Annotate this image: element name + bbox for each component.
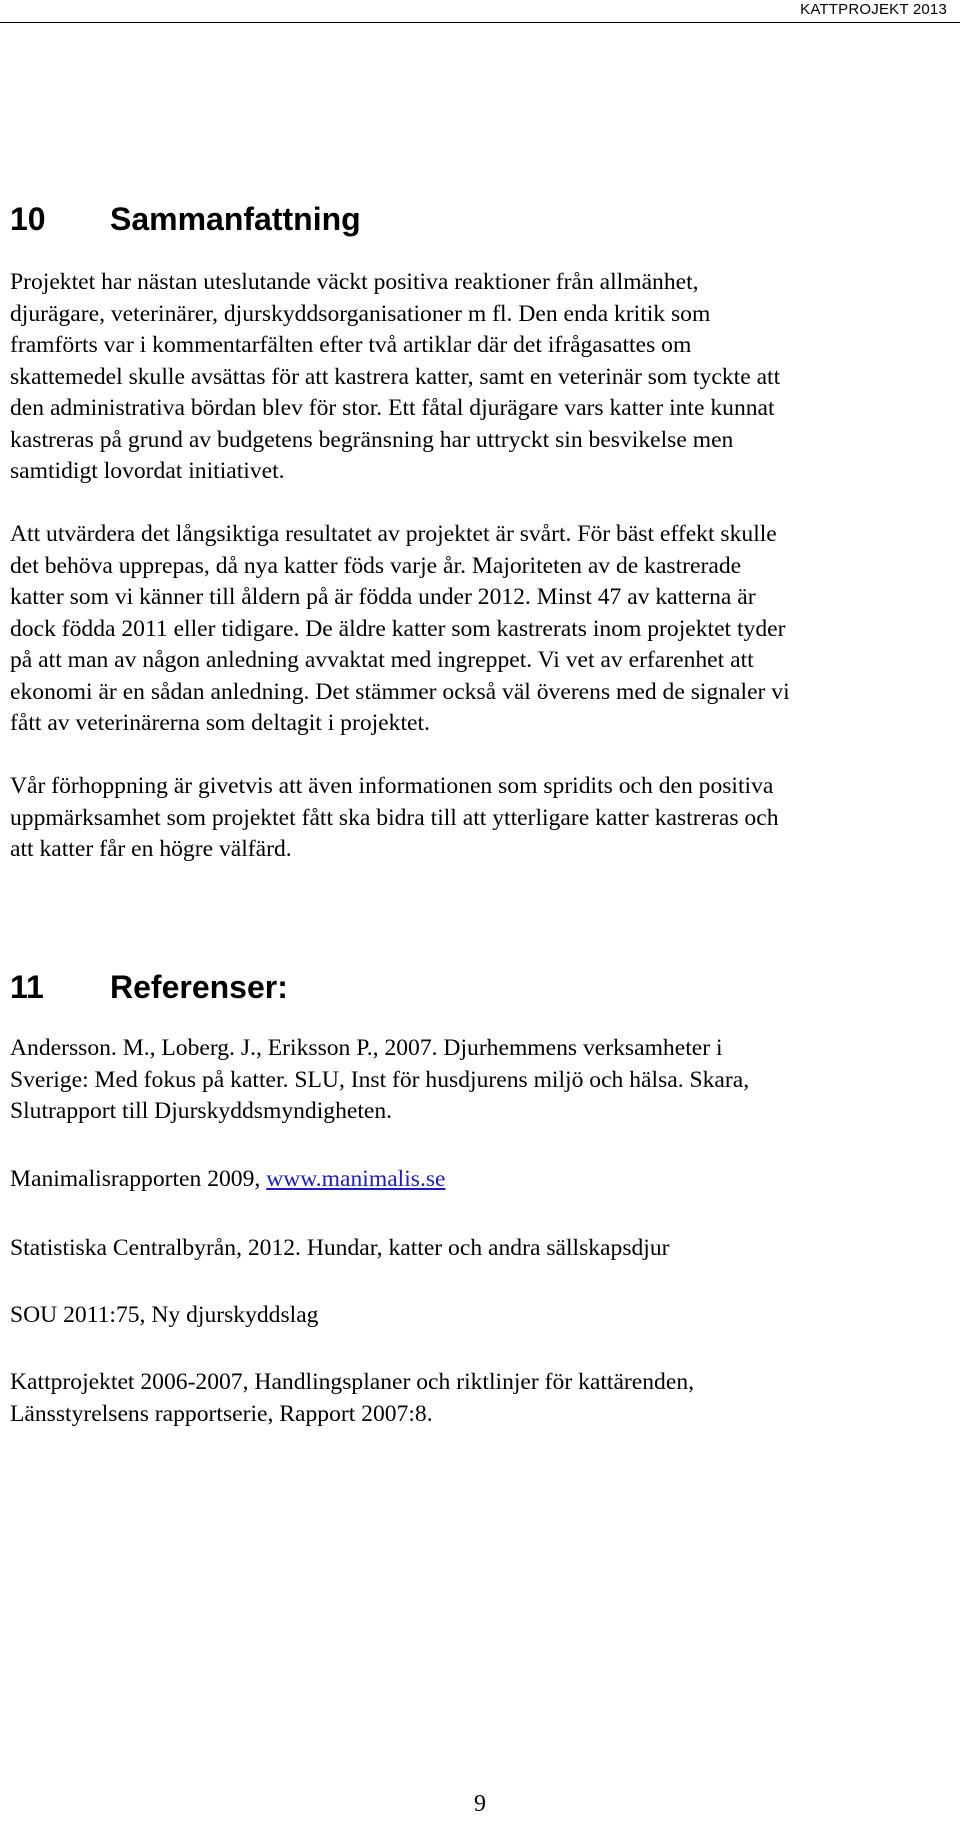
text-line: dock födda 2011 eller tidigare. De äldre katter som kastrerats inom projektet tyder [10,615,786,642]
text-line [10,1164,952,1196]
text-line: Statistiska Centralbyrån, 2012. Hundar, katter och andra sällskapsdjur [10,1235,670,1261]
text-line: SOU 2011:75, Ny djurskyddslag [10,1302,319,1328]
page-number: 9 [474,1791,486,1817]
running-header-title: KATTPROJEKT 2013 [800,1,947,18]
reference-entry-2 [10,1164,952,1196]
text-line: uppmärksamhet som projektet fått ska bidra till att ytterligare katter kastreras och [10,804,779,831]
text-line: Länsstyrelsens rapportserie, Rapport 2007:8. [10,1400,433,1427]
text-line: Projektet har nästan uteslutande väckt positiva reaktioner från allmänhet, [10,269,699,295]
text-line: att katter får en högre välfärd. [10,836,292,862]
section-title: Referenser: [110,969,288,1005]
text-line: det behöva upprepas, då nya katter föds varje år. Majoriteten av de kastrerade [10,552,742,579]
section-heading-summary [10,201,361,237]
text-line: framförts var i kommentarfälten efter två artiklar där det ifrågasattes om [10,332,692,358]
text-line: Slutrapport till Djurskyddsmyndigheten. [10,1098,393,1124]
text-line: Andersson. M., Loberg. J., Eriksson P., 2007. Djurhemmens verksamheter i [10,1035,723,1061]
reference-text: Manimalisrapporten 2009, [10,1166,267,1192]
section-title: Sammanfattning [110,201,361,237]
text-line: på att man av någon anledning avvaktat med ingreppet. Vi vet av erfarenhet att [10,647,754,673]
text-line: kastreras på grund av budgetens begränsning har uttryckt sin besvikelse men [10,426,734,453]
reference-entry-5 [10,1367,952,1430]
text-line: Vår förhoppning är givetvis att även informationen som spridits och den positiva [10,773,774,799]
text-line: den administrativa bördan blev för stor. Ett fåtal djurägare vars katter inte kunnat [10,395,775,421]
text-line: djurägare, veterinärer, djurskyddsorganisationer m fl. Den enda kritik som [10,300,711,327]
summary-paragraph-1 [10,267,952,488]
summary-paragraph-2 [10,519,952,740]
text-line: Sverige: Med fokus på katter. SLU, Inst för husdjurens miljö och hälsa. Skara, [10,1066,750,1093]
text-line: Kattprojektet 2006-2007, Handlingsplaner och riktlinjer för kattärenden, [10,1369,695,1395]
text-line: katter som vi känner till åldern på är födda under 2012. Minst 47 av katterna är [10,584,756,610]
text-line: fått av veterinärerna som deltagit i projektet. [10,710,430,736]
section-number: 10 [10,201,46,237]
summary-paragraph-3 [10,771,952,866]
running-header [0,0,960,23]
text-line: skattemedel skulle avsättas för att kastrera katter, samt en veterinär som tyckte att [10,363,781,390]
reference-entry-1 [10,1033,952,1128]
text-line: Att utvärdera det långsiktiga resultatet av projektet är svårt. För bäst effekt skulle [10,521,777,547]
section-number: 11 [10,969,44,1005]
section-heading-references [10,969,288,1005]
manimalis-link[interactable]: www.manimalis.se [266,1166,446,1192]
text-line: samtidigt lovordat initiativet. [10,458,285,484]
reference-entry-4 [10,1300,952,1332]
reference-entry-3 [10,1233,952,1265]
text-line: ekonomi är en sådan anledning. Det stämmer också väl överens med de signaler vi [10,678,790,705]
